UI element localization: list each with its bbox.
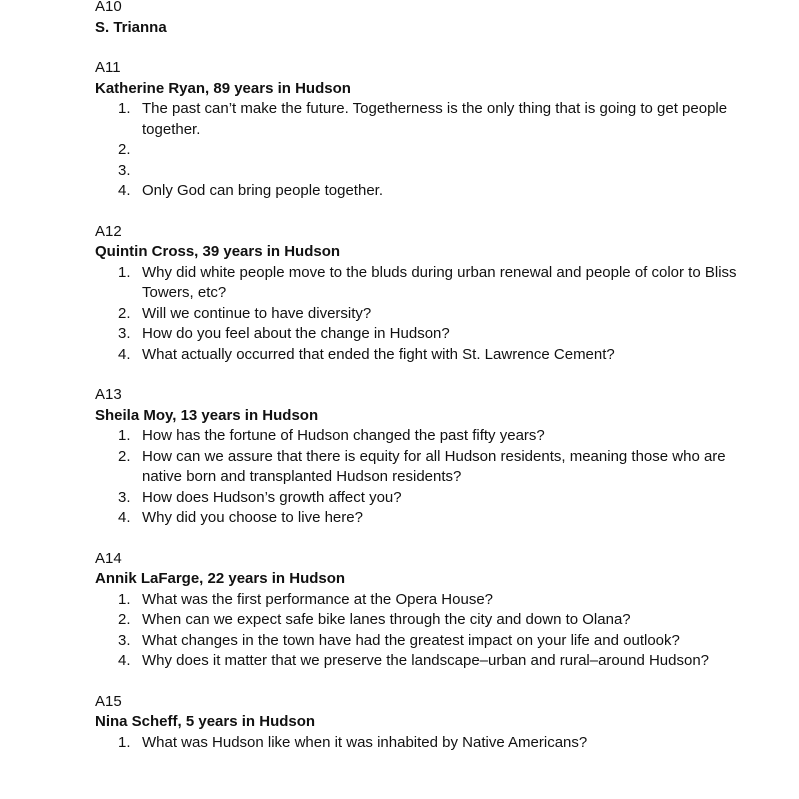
entry-code: A13	[95, 386, 122, 403]
question-list	[95, 590, 755, 672]
question-text: Why did white people move to the bluds during urban renewal and people of color to Bliss Towers, etc?	[142, 263, 737, 301]
question-item	[95, 304, 755, 325]
entry-section	[95, 385, 755, 529]
entry-code: A10	[95, 0, 122, 15]
entry-section	[95, 222, 755, 366]
question-item	[95, 508, 755, 529]
question-list	[95, 733, 755, 754]
question-item	[95, 651, 755, 672]
question-number: 2.	[118, 611, 131, 628]
entry-section	[95, 58, 755, 202]
question-item	[95, 263, 755, 304]
question-text: What was the first performance at the Opera House?	[142, 590, 493, 608]
question-number: 4.	[118, 345, 131, 363]
entry-name: Katherine Ryan, 89 years in Hudson	[95, 79, 351, 97]
question-item	[95, 324, 755, 345]
entry-name: Sheila Moy, 13 years in Hudson	[95, 406, 319, 424]
entry-code: A14	[95, 549, 122, 567]
question-number: 3.	[118, 631, 131, 649]
question-text: How can we assure that there is equity for all Hudson residents, meaning those who are native born and transplanted Hudson residents?	[142, 447, 726, 485]
question-item	[95, 140, 755, 161]
entry-code: A12	[95, 222, 122, 240]
question-item	[95, 488, 755, 509]
entry-code: A15	[95, 692, 122, 710]
question-number: 4.	[118, 509, 131, 526]
question-item	[95, 345, 755, 366]
entries-list	[95, 0, 755, 753]
question-number: 1.	[118, 427, 131, 444]
question-number: 3.	[118, 161, 131, 179]
question-number: 1.	[118, 100, 131, 117]
question-text: The past can’t make the future. Togetherness is the only thing that is going to get people together.	[142, 100, 728, 138]
question-item	[95, 181, 755, 202]
entry-name: Nina Scheff, 5 years in Hudson	[95, 713, 316, 730]
question-item	[95, 426, 755, 447]
question-item	[95, 590, 755, 611]
question-number: 3.	[118, 325, 131, 342]
question-text: Why did you choose to live here?	[142, 509, 363, 526]
entry-code: A11	[95, 59, 121, 76]
question-item	[95, 610, 755, 631]
entry-section	[95, 0, 755, 38]
question-text: How has the fortune of Hudson changed the past fifty years?	[142, 427, 545, 444]
question-number: 3.	[118, 488, 131, 506]
question-number: 2.	[118, 447, 131, 465]
question-text: What changes in the town have had the greatest impact on your life and outlook?	[142, 631, 680, 649]
entry-name: Annik LaFarge, 22 years in Hudson	[95, 570, 346, 587]
question-number: 1.	[118, 590, 131, 608]
question-text: Will we continue to have diversity?	[142, 304, 372, 322]
question-item	[95, 447, 755, 488]
question-number: 4.	[118, 652, 131, 669]
question-item	[95, 161, 755, 182]
question-text: Only God can bring people together.	[142, 182, 383, 199]
question-number: 1.	[118, 733, 131, 751]
question-text: How do you feel about the change in Hudson?	[142, 325, 450, 342]
question-text: What was Hudson like when it was inhabited by Native Americans?	[142, 733, 588, 751]
question-text: What actually occurred that ended the fight with St. Lawrence Cement?	[142, 345, 615, 363]
question-item	[95, 733, 755, 754]
document-page	[95, 0, 755, 773]
entry-name: S. Trianna	[95, 18, 167, 36]
question-list	[95, 99, 755, 202]
entry-section	[95, 549, 755, 672]
entry-section	[95, 692, 755, 754]
question-text: Why does it matter that we preserve the landscape–urban and rural–around Hudson?	[142, 652, 710, 669]
question-number: 4.	[118, 182, 131, 199]
question-list	[95, 263, 755, 366]
question-text: When can we expect safe bike lanes through the city and down to Olana?	[142, 611, 631, 628]
question-text: How does Hudson’s growth affect you?	[142, 488, 402, 506]
question-list	[95, 426, 755, 529]
entry-name: Quintin Cross, 39 years in Hudson	[95, 243, 341, 260]
question-number: 2.	[118, 141, 131, 158]
question-number: 2.	[118, 304, 131, 322]
question-number: 1.	[118, 263, 131, 281]
question-item	[95, 631, 755, 652]
question-item	[95, 99, 755, 140]
